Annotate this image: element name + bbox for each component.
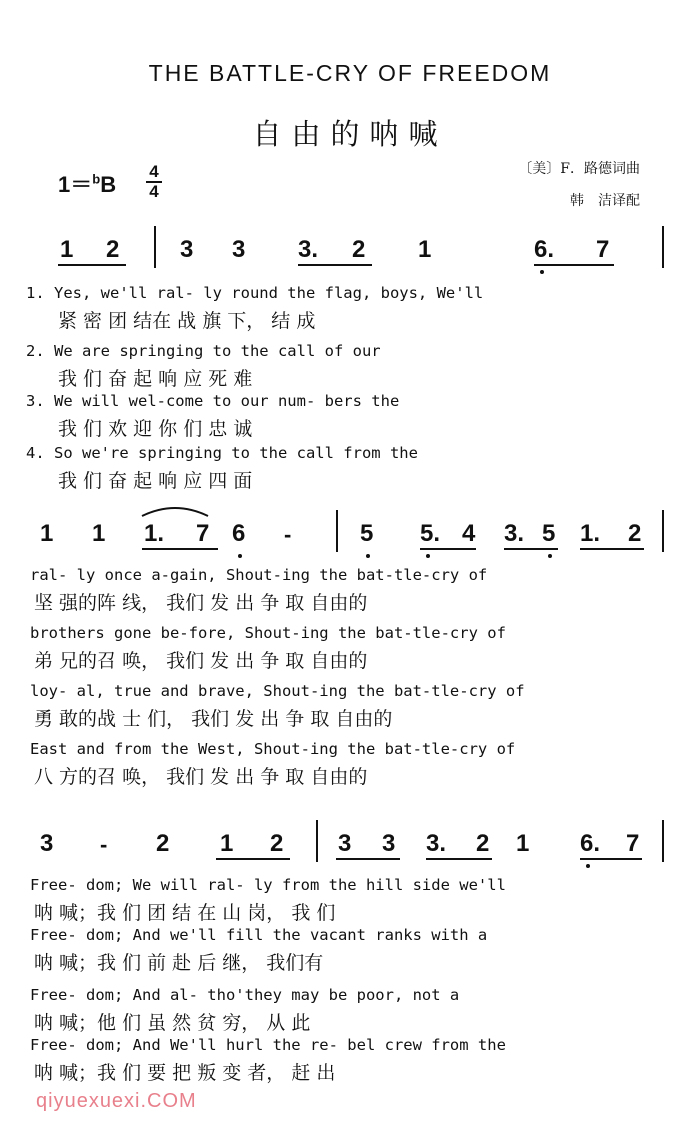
lyric-zh: 勇 敢的战 士 们， 我们 发 出 争 取 自由的 — [34, 708, 393, 730]
note: 3 — [382, 830, 396, 857]
note: 3. — [298, 236, 319, 263]
note: 3 — [40, 830, 54, 857]
low-octave-dot — [366, 554, 370, 558]
note: 7 — [626, 830, 640, 857]
time-bottom: 4 — [149, 182, 159, 201]
beam — [58, 264, 126, 266]
key-note: B — [100, 172, 117, 197]
beam — [534, 264, 614, 266]
lyric-zh: 呐 喊；我 们 团 结 在 山 岗， 我 们 — [34, 902, 336, 924]
note: 3 — [180, 236, 194, 263]
time-signature — [146, 163, 162, 201]
note: 3 — [338, 830, 352, 857]
note: 5 — [360, 520, 374, 547]
beam — [426, 858, 492, 860]
low-octave-dot — [238, 554, 242, 558]
dash: - — [100, 832, 108, 857]
lyric-en: ral- ly once a-gain, Shout-ing the bat-tle-cry of — [30, 566, 488, 584]
beam — [504, 548, 558, 550]
key-prefix: 1＝ — [58, 172, 93, 197]
credit-translator: 韩 洁译配 — [570, 193, 640, 209]
lyric-en: 1. Yes, we'll ral- ly round the flag, boys, We'll — [26, 284, 484, 302]
note: 2 — [270, 830, 284, 857]
bar-line — [154, 226, 156, 268]
lyric-zh: 我 们 奋 起 响 应 死 难 — [58, 368, 253, 390]
low-octave-dot — [548, 554, 552, 558]
lyric-zh: 八 方的召 唤， 我们 发 出 争 取 自由的 — [34, 766, 368, 788]
lyric-en: 2. We are springing to the call of our — [26, 342, 381, 360]
lyric-zh: 我 们 欢 迎 你 们 忠 诚 — [58, 418, 253, 440]
lyric-zh: 弟 兄的召 唤， 我们 发 出 争 取 自由的 — [34, 650, 368, 672]
key-flat: b — [92, 171, 101, 187]
beam — [298, 264, 372, 266]
lyric-en: Free- dom; And we'll fill the vacant ranks with a — [30, 926, 488, 944]
lyric-zh: 紧 密 团 结在 战 旗 下， 结 成 — [58, 310, 316, 332]
lyric-en: brothers gone be-fore, Shout-ing the bat-tle-cry of — [30, 624, 506, 642]
lyric-zh: 呐 喊；我 们 要 把 叛 变 者， 赶 出 — [34, 1062, 336, 1084]
note: 3 — [232, 236, 246, 263]
note: 1. — [144, 520, 165, 547]
note: 2 — [352, 236, 366, 263]
lyric-en: Free- dom; We will ral- ly from the hill side we'll — [30, 876, 506, 894]
beam — [216, 858, 290, 860]
lyric-en: 4. So we're springing to the call from the — [26, 444, 418, 462]
lyric-zh: 呐 喊；我 们 前 赴 后 继， 我们有 — [34, 952, 324, 974]
note: 2 — [156, 830, 170, 857]
note: 5 — [542, 520, 556, 547]
beam — [580, 858, 642, 860]
note: 5. — [420, 520, 441, 547]
lyric-en: loy- al, true and brave, Shout-ing the bat-tle-cry of — [30, 682, 525, 700]
note: 1 — [220, 830, 234, 857]
note: 1 — [418, 236, 432, 263]
note: 2 — [628, 520, 642, 547]
low-octave-dot — [426, 554, 430, 558]
key-signature — [58, 168, 116, 199]
beam — [336, 858, 400, 860]
note: 6 — [232, 520, 246, 547]
bar-line — [336, 510, 338, 552]
lyric-zh: 坚 强的阵 线， 我们 发 出 争 取 自由的 — [34, 592, 368, 614]
lyric-en: 3. We will wel-come to our num- bers the — [26, 392, 400, 410]
note: 4 — [462, 520, 476, 547]
time-top: 4 — [149, 162, 159, 181]
note: 2 — [106, 236, 120, 263]
bar-line — [662, 510, 664, 552]
note: 1. — [580, 520, 601, 547]
title-chinese: 自由的呐喊 — [252, 117, 448, 151]
lyric-zh: 呐 喊；他 们 虽 然 贫 穷， 从 此 — [34, 1012, 311, 1034]
beam — [420, 548, 476, 550]
bar-line — [662, 226, 664, 268]
note: 1 — [92, 520, 106, 547]
lyric-en: East and from the West, Shout-ing the bat-tle-cry of — [30, 740, 516, 758]
lyric-zh: 我 们 奋 起 响 应 四 面 — [58, 470, 253, 492]
site-watermark: qiyuexuexi.COM — [36, 1090, 197, 1112]
note: 6. — [580, 830, 601, 857]
note: 3. — [426, 830, 447, 857]
note: 1 — [516, 830, 530, 857]
note: 7 — [596, 236, 610, 263]
note: 1 — [40, 520, 54, 547]
lyric-en: Free- dom; And We'll hurl the re- bel crew from the — [30, 1036, 506, 1054]
credit-composer: 〔美〕F．路德词曲 — [518, 161, 640, 177]
low-octave-dot — [540, 270, 544, 274]
note: 6. — [534, 236, 555, 263]
lyric-en: Free- dom; And al- tho'they may be poor, not a — [30, 986, 460, 1004]
beam — [142, 548, 218, 550]
slur — [140, 502, 210, 518]
bar-line — [662, 820, 664, 862]
title-english: THE BATTLE-CRY OF FREEDOM — [148, 60, 552, 86]
bar-line — [316, 820, 318, 862]
note: 1 — [60, 236, 74, 263]
note: 2 — [476, 830, 490, 857]
beam — [580, 548, 644, 550]
note: 7 — [196, 520, 210, 547]
dash: - — [284, 522, 292, 547]
note: 3. — [504, 520, 525, 547]
low-octave-dot — [586, 864, 590, 868]
